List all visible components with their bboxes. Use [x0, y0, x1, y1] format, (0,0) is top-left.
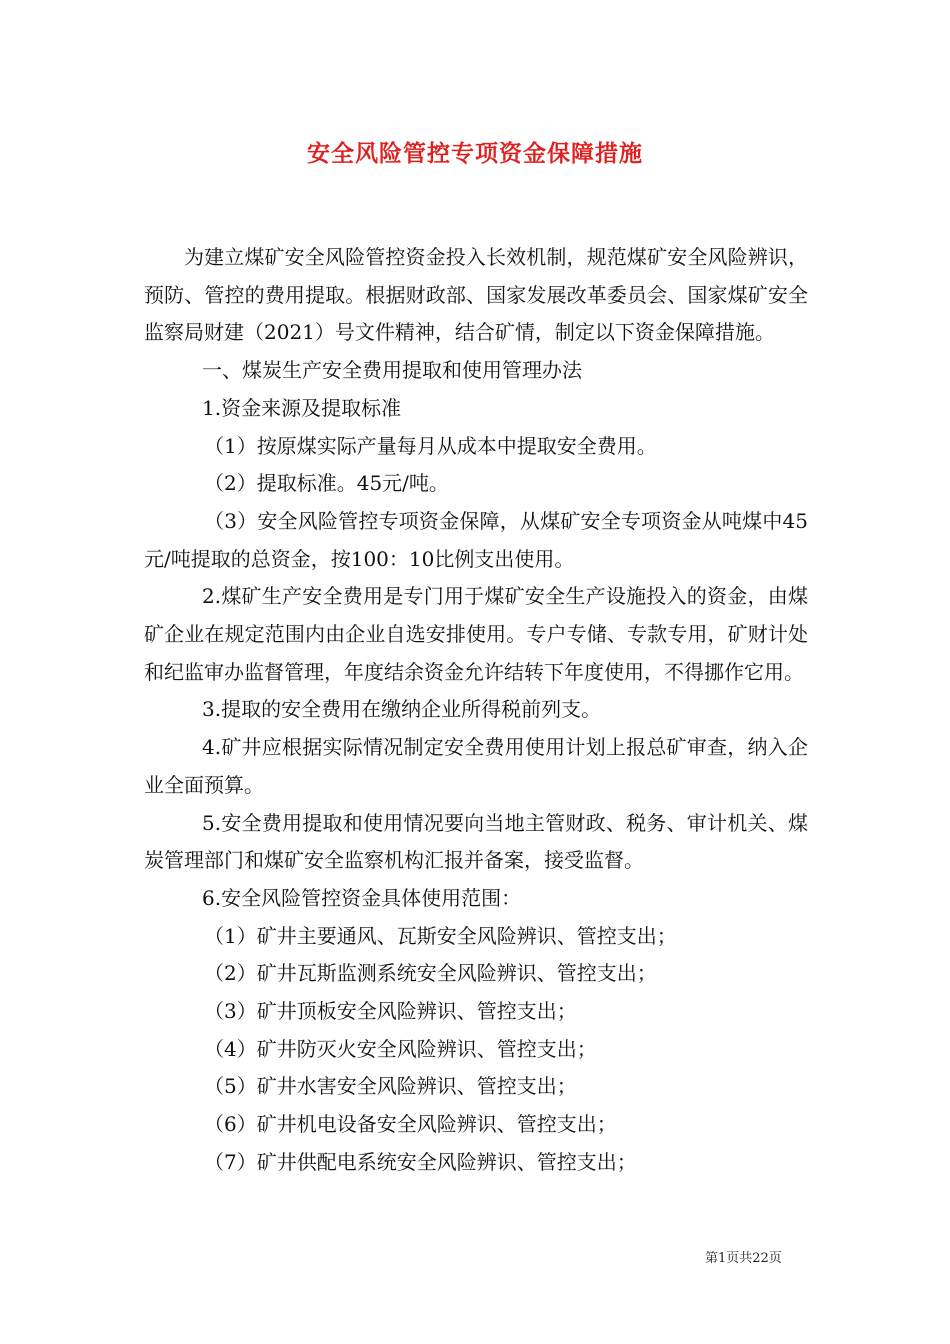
paragraph: 为建立煤矿安全风险管控资金投入长效机制，规范煤矿安全风险辨识，预防、管控的费用提取。根据财政部、国家发展改革委员会、国家煤矿安全监察局财建（2021）号文件精神，结合矿情，制定以下资金保障措施。 [144, 245, 808, 345]
page-title: 安全风险管控专项资金保障措施 [307, 141, 643, 167]
list-item: （1）按原煤实际产量每月从成本中提取安全费用。 [204, 433, 657, 458]
paragraph: 4.矿井应根据实际情况制定安全费用使用计划上报总矿审查，纳入企业全面预算。 [144, 735, 808, 797]
paragraph: 1.资金来源及提取标准 [202, 395, 402, 420]
list-item: （3）矿井顶板安全风险辨识、管控支出； [204, 999, 577, 1024]
list-item: （1）矿井主要通风、瓦斯安全风险辨识、管控支出； [204, 923, 677, 948]
list-item: （2）矿井瓦斯监测系统安全风险辨识、管控支出； [204, 961, 657, 986]
list-item: （6）矿井机电设备安全风险辨识、管控支出； [204, 1112, 617, 1137]
paragraph: 2.煤矿生产安全费用是专门用于煤矿安全生产设施投入的资金，由煤矿企业在规定范围内由企业自选安排使用。专户专储、专款专用，矿财计处和纪监审办监督管理，年度结余资金允许结转下年度使用，不得挪作它用。 [144, 584, 808, 684]
paragraph: 3.提取的安全费用在缴纳企业所得税前列支。 [202, 697, 602, 722]
list-item: （3）安全风险管控专项资金保障，从煤矿安全专项资金从吨煤中45元/吨提取的总资金，按100：10比例支出使用。 [144, 508, 808, 571]
list-item: （2）提取标准。45元/吨。 [204, 471, 449, 496]
page-number: 第1页共22页 [705, 1251, 782, 1266]
document-body [144, 239, 808, 1182]
list-item: （4）矿井防灭火安全风险辨识、管控支出； [204, 1036, 597, 1061]
paragraph: 5.安全费用提取和使用情况要向当地主管财政、税务、审计机关、煤炭管理部门和煤矿安全监察机构汇报并备案，接受监督。 [144, 810, 808, 873]
list-item: （5）矿井水害安全风险辨识、管控支出； [204, 1074, 577, 1099]
section-heading: 一、煤炭生产安全费用提取和使用管理办法 [202, 358, 582, 383]
paragraph: 6.安全风险管控资金具体使用范围： [202, 885, 522, 910]
list-item: （7）矿井供配电系统安全风险辨识、管控支出； [204, 1149, 637, 1174]
